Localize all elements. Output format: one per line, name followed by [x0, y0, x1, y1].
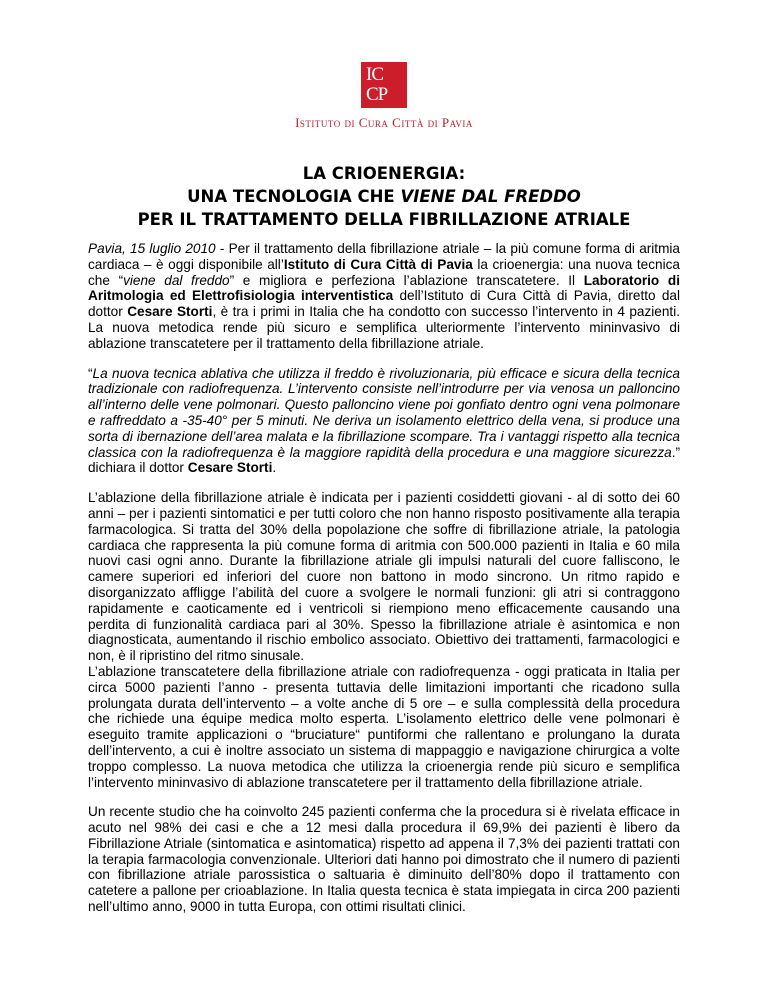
paragraph-limitations: L’ablazione transcatetere della fibrillazione atriale con radiofrequenza - oggi praticata in Italia per circa 5000 pazienti l’anno - presenta tuttavia delle limitazioni importanti che ricadono sulla prolungata durata dell’intervento – a volte anche di 5 ore – e sulla complessità della procedura che richiede una équipe medica molto esperta. L’isolamento elettrico delle vene polmonari è eseguito tramite applicazioni o “bruciature“ puntiformi che rallentano e prolungano la durata dell’intervento, a cui è inoltre associato un sistema di mappaggio e navigazione chirurgica a volte troppo complesso. La nuova metodica che utilizza la crioenergia rende più sicuro e semplifica l’intervento mininvasivo di ablazione transcatetere per il trattamento della fibrillazione atriale. [88, 663, 680, 790]
logo-bottom-letters: CP [366, 84, 388, 105]
dateline-dash: - Per il trattamento della fibrillazione atriale – la più comune forma di aritmia cardiaca – è oggi disponibile all’ [88, 241, 680, 272]
quote-open-mark: “ [88, 365, 93, 381]
paragraph-indications: L’ablazione della fibrillazione atriale è indicata per i pazienti cosiddetti giovani - al di sotto dei 60 anni – per i pazienti sintomatici e per tutti coloro che non hanno risposto positivamente alla terapia farmacologica. Si tratta del 30% della popolazione che soffre di fibrillazione atriale, la patologia cardiaca che rappresenta la più comune forma di aritmia con 500.000 pazienti in Italia e 60 mila nuovi casi ogni anno. Durante la fibrillazione atriale gli impulsi naturali del cuore falliscono, le camere superiori ed inferiori del cuore non battono in modo sincrono. Un ritmo rapido e disorganizzato affligge l’abilità del cuore a svolgere le normali funzioni: gli atri si contraggono rapidamente e caoticamente ed i ventricoli si riempiono meno efficacemente causando una perdita di funzionalità cardiaca pari al 30%. Spesso la fibrillazione atriale è asintomica e non diagnosticata, aumentando il rischio embolico associato. Obiettivo dei trattamenti, farmacologici e non, è il ripristino del ritmo sinusale. [88, 490, 680, 664]
dateline: Pavia, 15 luglio 2010 [88, 241, 216, 256]
logo-top-letters: IC [366, 64, 383, 85]
lab-name-bold: Laboratorio di Aritmologia ed Elettrofisiologia interventistica [88, 272, 680, 304]
paragraph-study-results: Un recente studio che ha coinvolto 245 pazienti conferma che la procedura si è rivelata efficace in acuto nel 98% dei casi e che a 12 mesi dalla procedura il 69,9% dei pazienti è libero da Fibrillazione Atriale (sintomatica e asintomatica) rispetto ad appena il 7,3% dei pazienti trattati con la terapia farmacologia convenzionale. Ulteriori dati hanno poi dimostrato che il numero di pazienti con fibrillazione atriale parossistica o saltuaria è diminuito dell’80% dopo il trattamento con catetere a pallone per crioablazione. In Italia questa tecnica è stata impiegata in circa 200 pazienti nell’ultimo anno, 9000 in tutta Europa, con ottimi risultati clinici. [88, 804, 680, 915]
title-line-3: PER IL TRATTAMENTO DELLA FIBRILLAZIONE ATRIALE [137, 210, 631, 229]
title-line-2-emphasis: VIENE DAL FREDDO [400, 187, 581, 206]
intro-text-2: la crioenergia: una nuova tecnica che “ [88, 256, 680, 288]
document-title [0, 162, 768, 231]
intro-italic: viene dal freddo [123, 272, 230, 288]
quote-doctor-name: Cesare Storti [187, 460, 273, 476]
article-body [88, 241, 680, 929]
institute-name-bold: Istituto di Cura Città di Pavia [283, 256, 473, 272]
doctor-name-bold: Cesare Storti [127, 304, 213, 320]
quote-attribution: .” dichiara il dottor [88, 444, 680, 476]
paragraph-intro [88, 241, 680, 352]
institute-name: Istituto di Cura Città di Pavia [295, 115, 473, 130]
intro-text-3: ” e migliora e perfeziona l’ablazione transcatetere. Il [229, 272, 584, 288]
intro-text-5: , è tra i primi in Italia che ha condotto con successo l’intervento in 4 pazienti. La nuova metodica rende più sicuro e semplifica ulteriormente l’intervento mininvasivo di ablazione transcatetere per il trattamento della fibrillazione atriale. [88, 304, 680, 351]
title-line-2-prefix: UNA TECNOLOGIA CHE [187, 187, 401, 206]
institute-logo-mark [361, 62, 407, 108]
logo [0, 62, 768, 113]
intro-text-4: dell’Istituto di Cura Città di Pavia, diretto dal dottor [88, 288, 680, 320]
title-line-2 [0, 185, 768, 208]
quote-text: La nuova tecnica ablativa che utilizza il freddo è rivoluzionaria, più efficace e sicura della tecnica tradizionale con radiofrequenza. L’intervento consiste nell’introdurre per via venosa un palloncino all’interno delle vene polmonari. Questo palloncino viene poi gonfiato dentro ogni vena polmonare e raffreddato a -35-40° per 5 minuti. Ne deriva un isolamento elettrico della vena, si produce una sorta di ibernazione dell’area malata e la fibrillazione scompare. Tra i vantaggi rispetto alla tecnica classica con la radiofrequenza è la maggiore rapidità della procedura e una maggiore sicurezza [88, 365, 680, 460]
quote-end: . [272, 460, 277, 476]
title-line-1: LA CRIOENERGIA: [302, 164, 466, 183]
paragraph-quote [88, 366, 680, 477]
